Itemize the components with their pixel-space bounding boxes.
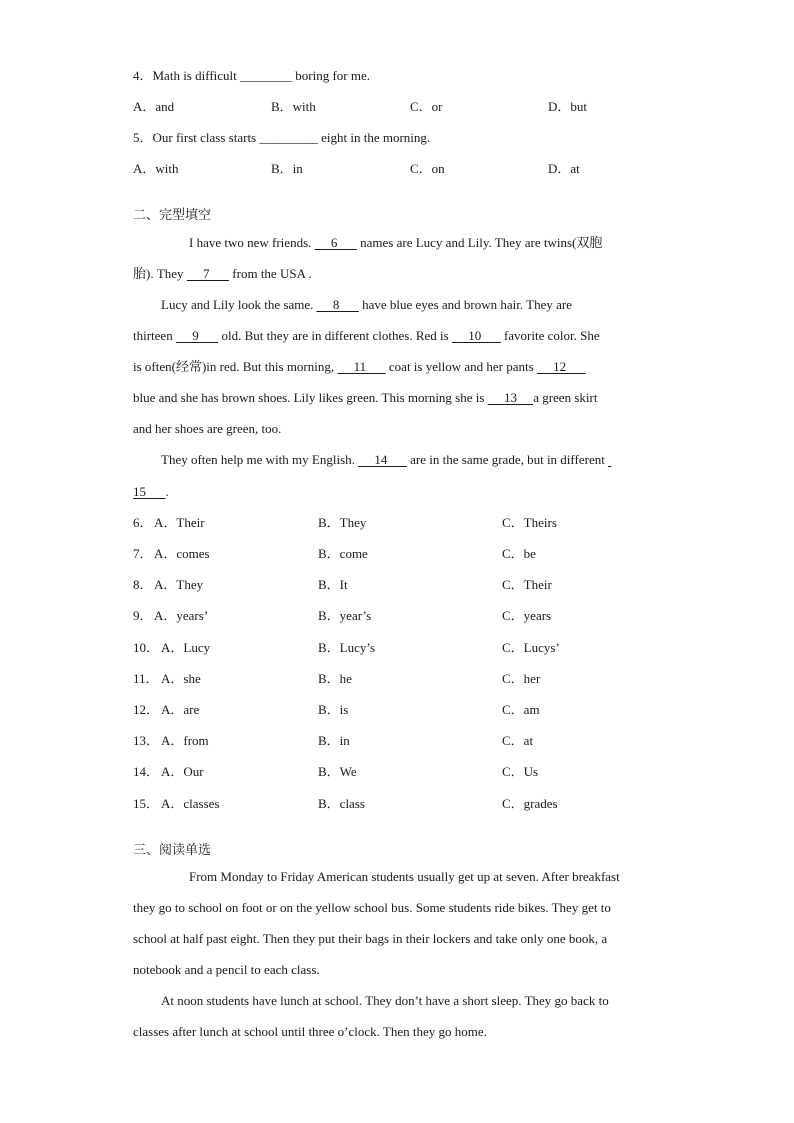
- cloze-question-7-option-c: C．be: [502, 546, 536, 561]
- cloze-text: are in the same grade, but in different: [406, 452, 609, 467]
- cloze-question-15-number: 15．: [133, 796, 160, 811]
- cloze-text: favorite color. She: [500, 328, 600, 343]
- cloze-text: Lucy and Lily look the same.: [161, 297, 317, 312]
- cloze-question-14-option-b: B．We: [318, 764, 357, 779]
- cloze-blank-7: 7: [186, 266, 230, 281]
- cloze-question-11-number: 11．: [133, 671, 159, 686]
- cloze-question-10-number: 10．: [133, 640, 160, 655]
- cloze-question-7-option-a: A．comes: [154, 546, 210, 561]
- cloze-question-11-option-c: C．her: [502, 671, 541, 686]
- cloze-blank-8: 8: [316, 297, 359, 312]
- reading-line-1: From Monday to Friday American students usually get up at seven. After breakfast: [189, 869, 620, 884]
- cloze-question-14-option-a: A．Our: [161, 764, 204, 779]
- cloze-question-10-option-a: A．Lucy: [161, 640, 211, 655]
- cloze-text: They often help me with my English.: [161, 452, 359, 467]
- cloze-question-8-option-b: B．It: [318, 577, 348, 592]
- cloze-question-9-option-c: C．years: [502, 608, 552, 623]
- section-3-title: 三、阅读单选: [133, 843, 212, 858]
- reading-line-6: classes after lunch at school until three o’clock. Then they go home.: [133, 1024, 487, 1039]
- cloze-text: old. But they are in different clothes. Red is: [218, 328, 452, 343]
- cloze-question-8-option-a: A．They: [154, 577, 204, 592]
- cloze-question-8-option-c: C．Their: [502, 577, 552, 592]
- cloze-question-14-number: 14．: [133, 764, 160, 779]
- cloze-paragraph-3-line-1: [161, 452, 618, 468]
- cloze-question-8-number: 8．: [133, 577, 153, 592]
- question-4-blank: ________: [240, 68, 293, 83]
- cloze-paragraph-2-line-2: [133, 328, 600, 344]
- cloze-question-6-option-c: C．Theirs: [502, 515, 557, 530]
- cloze-blank-13: 13: [487, 390, 534, 405]
- question-4-option-c: C．or: [410, 99, 443, 114]
- cloze-question-10-option-b: B．Lucy’s: [318, 640, 376, 655]
- cloze-paragraph-3-line-2: [133, 484, 169, 500]
- cloze-question-13-option-b: B．in: [318, 733, 350, 748]
- cloze-blank-9: 9: [175, 328, 219, 343]
- cloze-question-12-option-c: C．am: [502, 702, 540, 717]
- question-5-option-c: C．on: [410, 161, 445, 176]
- cloze-question-13-option-c: C．at: [502, 733, 534, 748]
- cloze-question-12-option-b: B．is: [318, 702, 349, 717]
- question-5-stem: [133, 130, 430, 146]
- cloze-paragraph-2-line-5: and her shoes are green, too.: [133, 421, 282, 436]
- cloze-blank-10: 10: [451, 328, 501, 343]
- question-5-option-d: D．at: [548, 161, 580, 176]
- cloze-question-15-option-b: B．class: [318, 796, 365, 811]
- question-5-text-before: 5．Our first class starts: [133, 130, 260, 145]
- cloze-question-9-option-b: B．year’s: [318, 608, 372, 623]
- cloze-question-6-option-b: B．They: [318, 515, 367, 530]
- cloze-question-15-option-c: C．grades: [502, 796, 558, 811]
- cloze-question-7-number: 7．: [133, 546, 153, 561]
- cloze-blank-14: 14: [358, 452, 407, 467]
- cloze-question-12-number: 12．: [133, 702, 160, 717]
- reading-line-4: notebook and a pencil to each class.: [133, 962, 320, 977]
- question-4-stem: [133, 68, 370, 84]
- cloze-question-7-option-b: B．come: [318, 546, 368, 561]
- cloze-text: a green skirt: [533, 390, 598, 405]
- cloze-question-13-option-a: A．from: [161, 733, 209, 748]
- cloze-question-10-option-c: C．Lucys’: [502, 640, 560, 655]
- cloze-blank-15: 15: [133, 484, 166, 499]
- cloze-question-12-option-a: A．are: [161, 702, 200, 717]
- cloze-question-6-option-a: A．Their: [154, 515, 205, 530]
- cloze-question-9-option-a: A．years’: [154, 608, 209, 623]
- question-5-option-a: A．with: [133, 161, 179, 176]
- cloze-question-11-option-b: B．he: [318, 671, 352, 686]
- cloze-text: names are Lucy and Lily. They are twins(双胞: [356, 235, 603, 250]
- reading-line-3: school at half past eight. Then they put their bags in their lockers and take only one book, a: [133, 931, 608, 946]
- question-4-option-b: B．with: [271, 99, 316, 114]
- cloze-text: 胎). They: [133, 266, 187, 281]
- cloze-text: have blue eyes and brown hair. They are: [358, 297, 572, 312]
- section-2-title: 二、完型填空: [133, 208, 212, 223]
- cloze-question-6-number: 6．: [133, 515, 153, 530]
- cloze-text: thirteen: [133, 328, 176, 343]
- cloze-text: blue and she has brown shoes. Lily likes green. This morning she is: [133, 390, 488, 405]
- cloze-paragraph-2-line-3: [133, 359, 586, 375]
- question-5-blank: _________: [259, 130, 318, 145]
- question-5-text-after: eight in the morning.: [317, 130, 431, 145]
- cloze-question-9-number: 9．: [133, 608, 153, 623]
- cloze-text: coat is yellow and her pants: [385, 359, 537, 374]
- cloze-blank-12: 12: [536, 359, 586, 374]
- question-4-option-d: D．but: [548, 99, 588, 114]
- cloze-text: I have two new friends.: [189, 235, 315, 250]
- cloze-question-14-option-c: C．Us: [502, 764, 539, 779]
- question-4-text-after: boring for me.: [292, 68, 370, 83]
- reading-line-2: they go to school on foot or on the yellow school bus. Some students ride bikes. They get to: [133, 900, 611, 915]
- cloze-blank-11: 11: [337, 359, 386, 374]
- cloze-paragraph-1-line-2: [133, 266, 312, 282]
- question-4-option-a: A．and: [133, 99, 175, 114]
- cloze-blank-6: 6: [314, 235, 357, 250]
- cloze-paragraph-2-line-4: [133, 390, 597, 406]
- cloze-paragraph-1-line-1: [189, 235, 602, 251]
- cloze-paragraph-2-line-1: [161, 297, 572, 313]
- cloze-question-15-option-a: A．classes: [161, 796, 220, 811]
- reading-line-5: At noon students have lunch at school. They don’t have a short sleep. They go back to: [161, 993, 609, 1008]
- cloze-question-11-option-a: A．she: [161, 671, 201, 686]
- question-4-text-before: 4．Math is difficult: [133, 68, 241, 83]
- cloze-text: .: [165, 484, 169, 499]
- cloze-text: is often(经常)in red. But this morning,: [133, 359, 338, 374]
- cloze-blank-15-start: [608, 452, 618, 468]
- cloze-text: from the USA .: [229, 266, 312, 281]
- question-5-option-b: B．in: [271, 161, 303, 176]
- cloze-question-13-number: 13．: [133, 733, 160, 748]
